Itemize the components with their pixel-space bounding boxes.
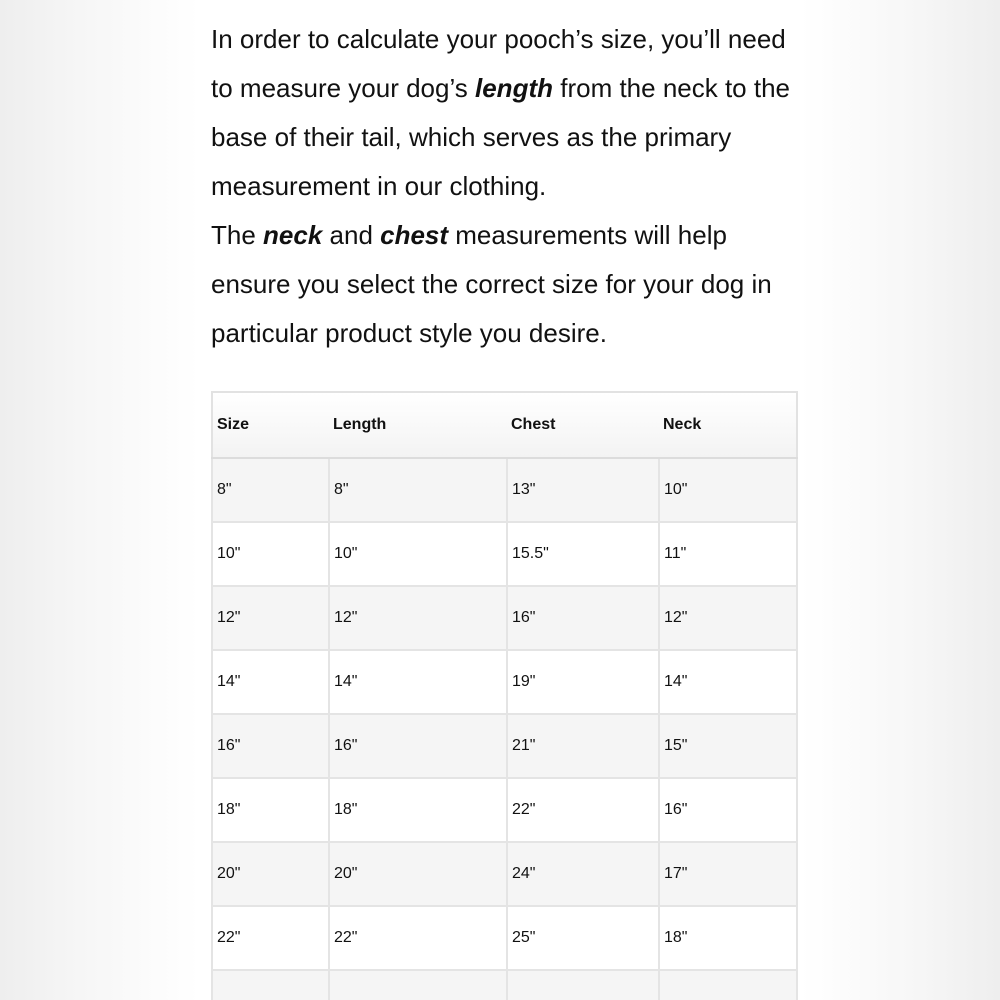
table-header-row (212, 392, 797, 458)
table-row-partial (212, 970, 797, 1000)
cell-length: 8" (329, 458, 507, 522)
header-size: Size (212, 392, 329, 458)
cell-chest: 22" (507, 778, 659, 842)
table-row (212, 522, 797, 586)
cell-size: 14" (212, 650, 329, 714)
sizing-instructions (211, 15, 801, 358)
intro-text: measurements will help ensure you select the correct size for your dog in particular product style you desire. (211, 220, 772, 348)
intro-text: from the neck to the base of their tail, which serves as the primary measurement in our clothing. (211, 73, 791, 201)
table-row (212, 650, 797, 714)
table-row (212, 778, 797, 842)
emphasis-neck: neck (263, 220, 323, 250)
cell-length: 22" (329, 906, 507, 970)
cell-size: 22" (212, 906, 329, 970)
cell-neck: 17" (659, 842, 797, 906)
cell-chest: 13" (507, 458, 659, 522)
cell-neck: 14" (659, 650, 797, 714)
intro-text: The (211, 220, 264, 250)
emphasis-chest: chest (380, 220, 449, 250)
cell-size: 8" (212, 458, 329, 522)
intro-text: In order to calculate your pooch’s size, you’ll need to measure your dog’s (211, 24, 786, 103)
intro-paragraph-length (211, 15, 801, 211)
cell-chest: 25" (507, 906, 659, 970)
cell-length: 10" (329, 522, 507, 586)
table-row (212, 906, 797, 970)
cell-chest: 15.5" (507, 522, 659, 586)
cell-size: 20" (212, 842, 329, 906)
cell-length: 16" (329, 714, 507, 778)
cell-chest: 21" (507, 714, 659, 778)
header-chest: Chest (507, 392, 659, 458)
cell-size: 18" (212, 778, 329, 842)
emphasis-length: length (475, 73, 553, 103)
cell-chest: 19" (507, 650, 659, 714)
cell-neck (659, 970, 797, 1000)
cell-chest (507, 970, 659, 1000)
intro-text: and (322, 220, 381, 250)
header-length: Length (329, 392, 507, 458)
cell-size: 16" (212, 714, 329, 778)
cell-neck: 18" (659, 906, 797, 970)
cell-size: 12" (212, 586, 329, 650)
cell-length: 18" (329, 778, 507, 842)
cell-neck: 10" (659, 458, 797, 522)
cell-neck: 12" (659, 586, 797, 650)
cell-length (329, 970, 507, 1000)
table-row (212, 842, 797, 906)
intro-paragraph-neck-chest (211, 211, 801, 358)
cell-neck: 11" (659, 522, 797, 586)
size-chart-table (211, 391, 798, 1000)
cell-chest: 16" (507, 586, 659, 650)
cell-size: 10" (212, 522, 329, 586)
cell-size (212, 970, 329, 1000)
cell-length: 20" (329, 842, 507, 906)
table-row (212, 714, 797, 778)
cell-neck: 16" (659, 778, 797, 842)
table-row (212, 586, 797, 650)
cell-chest: 24" (507, 842, 659, 906)
table-row (212, 458, 797, 522)
cell-length: 14" (329, 650, 507, 714)
header-neck: Neck (659, 392, 797, 458)
cell-neck: 15" (659, 714, 797, 778)
cell-length: 12" (329, 586, 507, 650)
